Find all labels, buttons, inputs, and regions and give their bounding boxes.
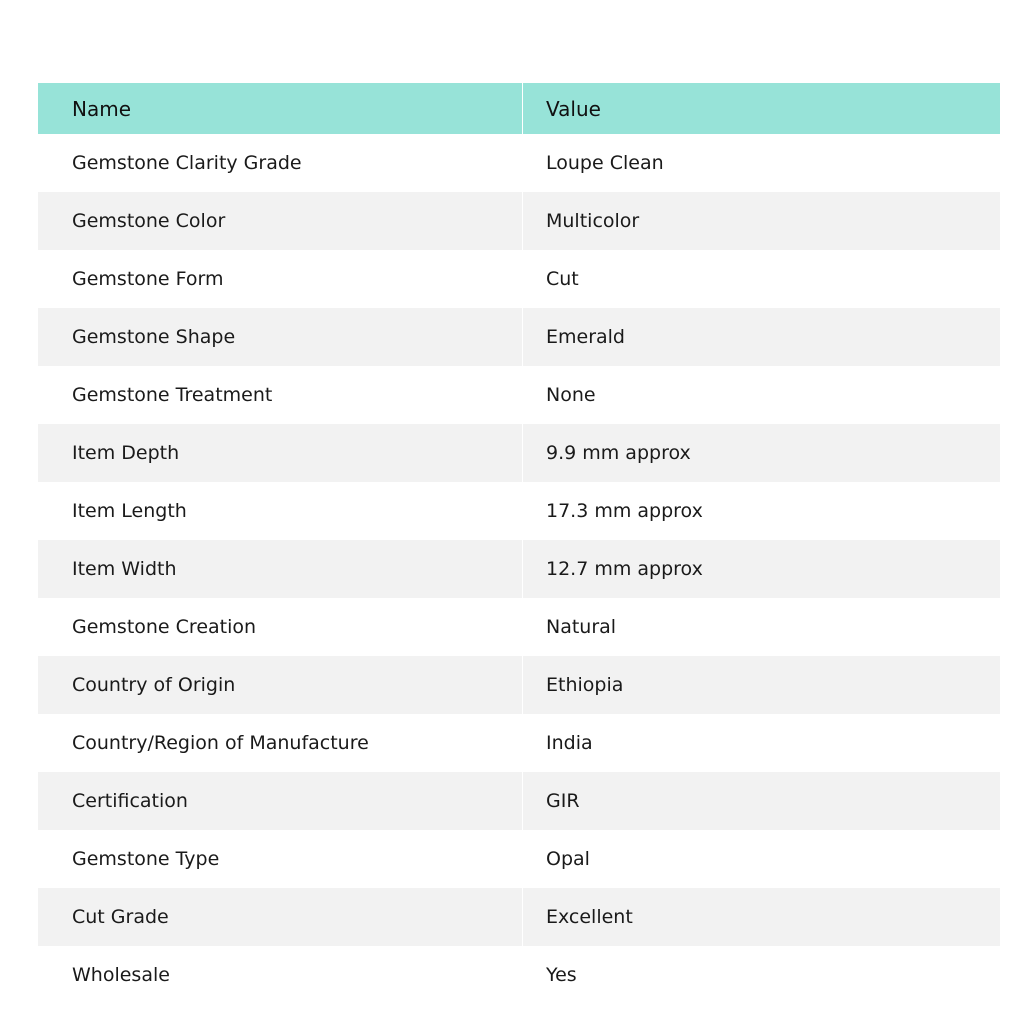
row-name-cell: Gemstone Creation: [38, 598, 523, 656]
row-name-cell: Gemstone Color: [38, 192, 523, 250]
row-value-cell: 9.9 mm approx: [546, 442, 691, 464]
row-value-cell: GIR: [546, 790, 580, 812]
table-row: [38, 772, 1000, 830]
row-value-cell: India: [546, 732, 593, 754]
row-name-cell: Country of Origin: [38, 656, 523, 714]
table-row: [38, 424, 1000, 482]
row-name-cell: Gemstone Type: [38, 830, 523, 888]
table-row: [38, 540, 1000, 598]
row-name-cell: Certification: [38, 772, 523, 830]
table-row: [38, 598, 1000, 656]
table-row: [38, 308, 1000, 366]
table-row: [38, 830, 1000, 888]
row-name-cell: Item Width: [38, 540, 523, 598]
table-row: [38, 714, 1000, 772]
row-name-cell: Country/Region of Manufacture: [38, 714, 523, 772]
row-name-cell: Item Depth: [38, 424, 523, 482]
row-value-cell: Cut: [546, 268, 579, 290]
row-name-cell: Gemstone Form: [38, 250, 523, 308]
row-name-cell: Wholesale: [38, 946, 523, 1004]
table-row: [38, 134, 1000, 192]
row-value-cell: 12.7 mm approx: [546, 558, 703, 580]
table-header-row: [38, 83, 1000, 134]
row-value-cell: Excellent: [546, 906, 633, 928]
spec-table: [38, 83, 1000, 1004]
table-row: [38, 946, 1000, 1004]
row-value-cell: Ethiopia: [546, 674, 624, 696]
row-value-cell: None: [546, 384, 596, 406]
table-row: [38, 656, 1000, 714]
row-name-cell: Cut Grade: [38, 888, 523, 946]
table-row: [38, 366, 1000, 424]
row-value-cell: Yes: [546, 964, 577, 986]
row-name-cell: Gemstone Treatment: [38, 366, 523, 424]
row-value-cell: Opal: [546, 848, 590, 870]
row-name-cell: Item Length: [38, 482, 523, 540]
column-header-value: Value: [546, 96, 601, 121]
table-row: [38, 192, 1000, 250]
table-row: [38, 482, 1000, 540]
row-value-cell: Emerald: [546, 326, 625, 348]
row-name-cell: Gemstone Clarity Grade: [38, 134, 523, 192]
column-header-name: Name: [38, 83, 523, 134]
table-row: [38, 250, 1000, 308]
row-value-cell: Natural: [546, 616, 617, 638]
row-value-cell: Multicolor: [546, 210, 640, 232]
table-row: [38, 888, 1000, 946]
row-name-cell: Gemstone Shape: [38, 308, 523, 366]
row-value-cell: Loupe Clean: [546, 152, 664, 174]
row-value-cell: 17.3 mm approx: [546, 500, 703, 522]
